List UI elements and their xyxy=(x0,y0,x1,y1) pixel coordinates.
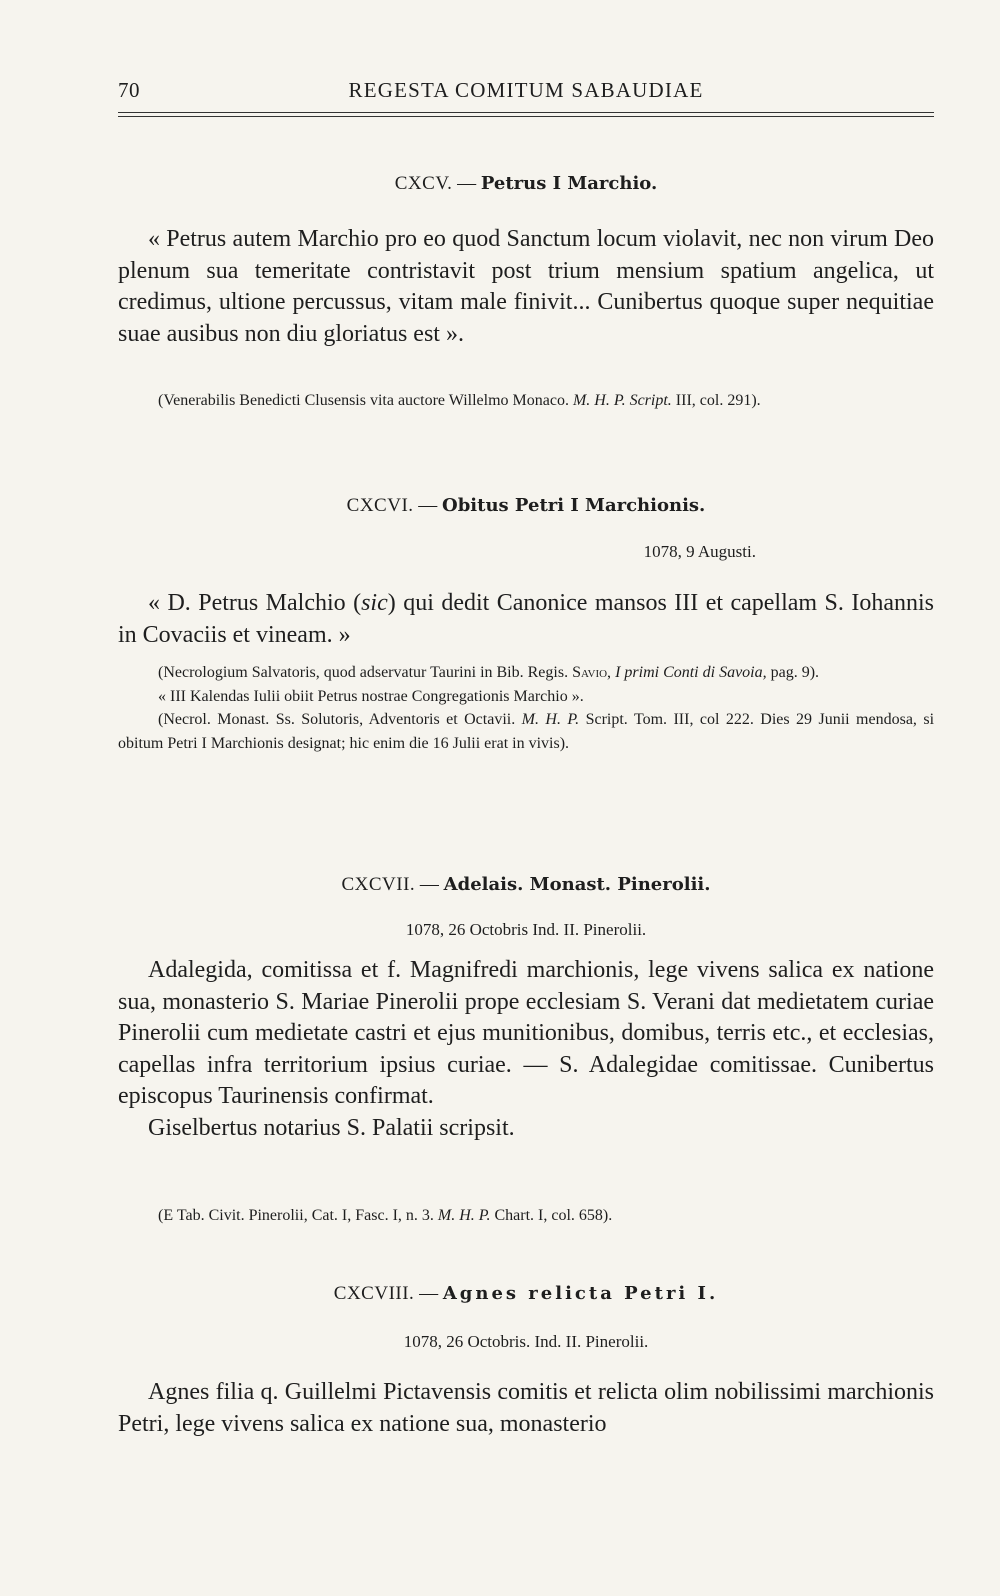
entry-cxcviii-date xyxy=(118,1331,934,1353)
entry-cxcvi-date xyxy=(118,541,934,563)
note-abbrev: M. H. P. xyxy=(437,1207,491,1224)
heading-dash: — xyxy=(418,495,438,516)
entry-cxcv xyxy=(118,172,934,196)
heading-dash: — xyxy=(419,1283,439,1304)
quoted-note: « III Kalendas Iulii obiit Petrus nostrae Congregationis Marchio ». xyxy=(158,687,584,705)
entry-number: CXCVI. xyxy=(346,495,414,516)
entry-heading xyxy=(118,494,934,518)
header-rule-bottom xyxy=(118,116,934,117)
entry-text: Adalegida, comitissa et f. Magnifredi marchionis, lege vivens salica ex natione sua, monasterio S. Mariae Pinerolii prope ecclesiam S. Verani dat medietatem curiae Pinerolii cum medietate castri et ejus munitionibus, domibus, terris etc., et ecclesias, capellas infra territorium ipsius curiae. — S. Adalegidae comitissae. Cunibertus episcopus Taurinensis confirmat. xyxy=(118,957,934,1109)
entry-subscription: Giselbertus notarius S. Palatii scripsit. xyxy=(148,1114,515,1141)
note-part: pag. 9). xyxy=(770,664,820,681)
note-abbrev: M. H. P. xyxy=(521,711,580,728)
entry-date: 1078, 9 Augusti. xyxy=(643,542,756,561)
entry-number: CXCVIII. xyxy=(333,1283,415,1304)
entry-cxcvii-body xyxy=(118,955,934,1144)
entry-heading xyxy=(118,172,934,196)
note-author: Savio, xyxy=(572,664,612,681)
heading-dash: — xyxy=(419,874,439,895)
entry-text xyxy=(118,588,934,651)
note-part: (Venerabilis Benedicti Clusensis vita auctore Willelmo Monaco. xyxy=(158,392,569,409)
entry-cxcv-body xyxy=(118,224,934,350)
entry-title: Obitus Petri I Marchionis. xyxy=(442,495,706,516)
entry-heading xyxy=(118,873,934,897)
entry-cxcvii-note xyxy=(118,1204,934,1228)
source-note xyxy=(118,389,934,413)
sic-word: sic xyxy=(361,590,388,616)
note-part: III, col. 291). xyxy=(675,392,761,409)
entry-number: CXCV. xyxy=(394,173,453,194)
text-part: ) qui dedit Canonice mansos III et capellam S. Iohannis in Covaciis et vineam. » xyxy=(118,590,934,648)
entry-text: Agnes filia q. Guillelmi Pictavensis comitis et relicta olim nobilissimi marchionis Petri, lege vivens salica ex natione sua, monasterio xyxy=(118,1379,934,1437)
entry-title: Agnes relicta Petri I. xyxy=(442,1283,719,1304)
page-number: 70 xyxy=(118,78,140,102)
entry-date: 1078, 26 Octobris. Ind. II. Pinerolii. xyxy=(403,1332,649,1351)
entry-cxcviii-body xyxy=(118,1377,934,1440)
text-part: « D. Petrus Malchio ( xyxy=(148,590,362,616)
note-part: (E Tab. Civit. Pinerolii, Cat. I, Fasc. I, n. 3. xyxy=(158,1207,434,1224)
entry-number: CXCVII. xyxy=(341,874,416,895)
entry-cxcvi xyxy=(118,494,934,518)
entry-cxcvii-date xyxy=(118,919,934,941)
entry-date: 1078, 26 Octobris Ind. II. Pinerolii. xyxy=(405,920,647,939)
entry-text: « Petrus autem Marchio pro eo quod Sanctum locum violavit, nec non virum Deo plenum sua temeritate contristavit post trium mensium spatium angelica, ut credimus, ultione percussus, vitam male finivit... Cunibertus quoque super nequitiae suae ausibus non diu gloriatus est ». xyxy=(118,226,934,347)
entry-title: Adelais. Monast. Pinerolii. xyxy=(443,874,711,895)
entry-heading xyxy=(118,1282,934,1306)
header-rule-top xyxy=(118,112,934,113)
note-part: (Necrologium Salvatoris, quod adservatur Taurini in Bib. Regis. xyxy=(158,664,569,681)
page-header xyxy=(118,78,934,110)
entry-cxcvi-body xyxy=(118,588,934,651)
entry-title: Petrus I Marchio. xyxy=(480,173,658,194)
entry-cxcv-note xyxy=(118,389,934,413)
entry-cxcvii xyxy=(118,873,934,897)
note-part: Script. Tom. III, col 222. Dies 29 Junii mendosa, si obitum Petri I Marchionis designat; hic enim die 16 Julii erat in vivis). xyxy=(118,711,935,752)
heading-dash: — xyxy=(457,173,477,194)
note-title: I primi Conti di Savoia, xyxy=(615,664,767,681)
source-note xyxy=(118,1204,934,1228)
note-abbrev: M. H. P. Script. xyxy=(572,392,672,409)
source-note xyxy=(118,661,934,685)
note-part: Chart. I, col. 658). xyxy=(494,1207,613,1224)
note-part: (Necrol. Monast. Ss. Solutoris, Adventoris et Octavii. xyxy=(158,711,516,728)
running-title: REGESTA COMITUM SABAUDIAE xyxy=(348,78,704,102)
entry-cxcviii xyxy=(118,1282,934,1306)
entry-cxcvi-notes xyxy=(118,661,934,755)
source-note xyxy=(118,708,934,755)
